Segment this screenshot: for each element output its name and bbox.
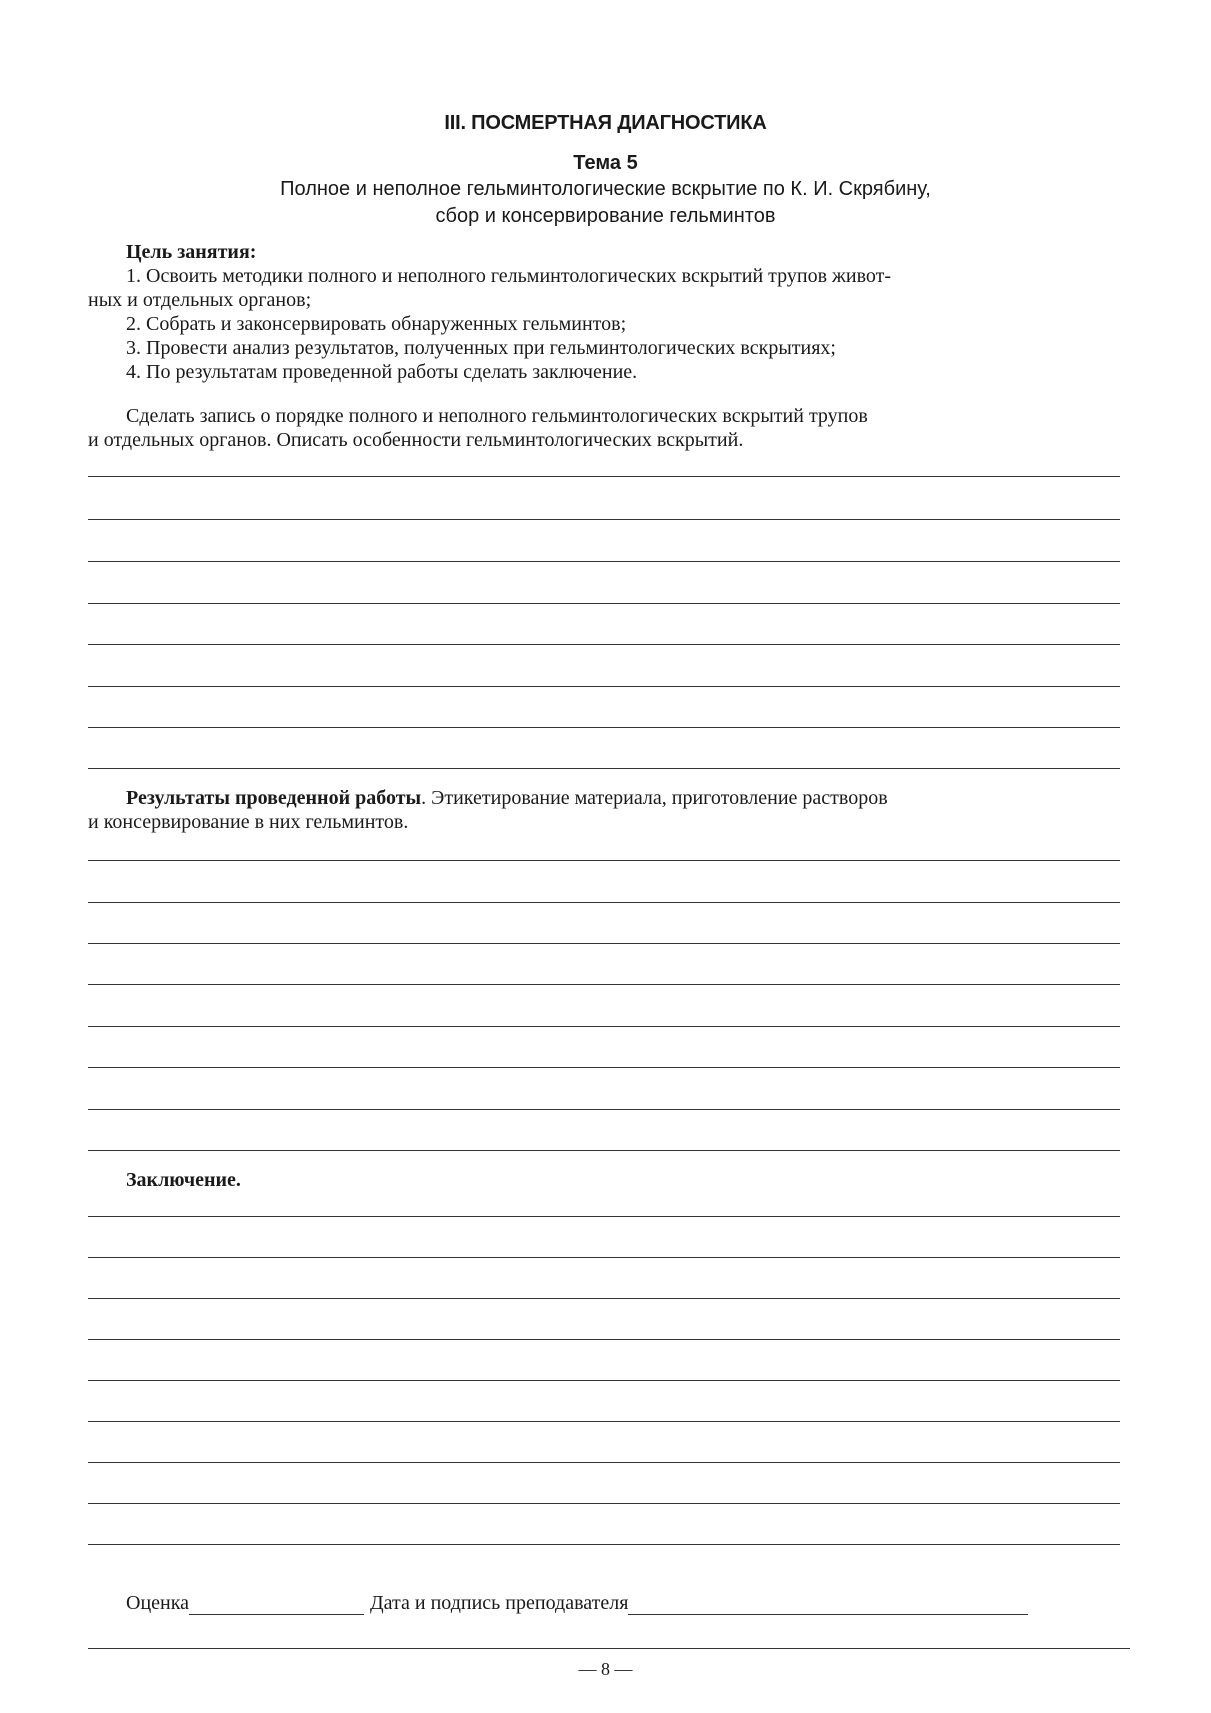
task-block: [88, 404, 1130, 452]
writing-line[interactable]: [88, 902, 1120, 903]
conclusion-label: Заключение.: [126, 1169, 241, 1191]
writing-line[interactable]: [88, 561, 1120, 562]
writing-line[interactable]: [88, 476, 1120, 477]
goal-item: 2. Собрать и законсервировать обнаруженных гельминтов;: [126, 313, 627, 335]
writing-line[interactable]: [88, 984, 1120, 985]
topic-title-line-2: сбор и консервирование гельминтов: [435, 205, 776, 227]
results-label: Результаты проведенной работы: [126, 787, 422, 809]
page-number: — 8 —: [578, 1659, 633, 1679]
grade-signature-line: [126, 1592, 1126, 1615]
writing-line[interactable]: [88, 1026, 1120, 1027]
grade-field[interactable]: [189, 1594, 364, 1615]
section-title: III. ПОСМЕРТНАЯ ДИАГНОСТИКА: [444, 112, 767, 134]
goal-item: 4. По результатам проведенной работы сделать заключение.: [126, 361, 638, 383]
writing-line[interactable]: [88, 1462, 1120, 1463]
topic-title-line-1: Полное и неполное гельминтологические вскрытие по К. И. Скрябину,: [280, 178, 931, 200]
writing-line[interactable]: [88, 1298, 1120, 1299]
writing-line[interactable]: [88, 1503, 1120, 1504]
task-line-2: и отдельных органов. Описать особенности гельминтологических вскрытий.: [88, 429, 744, 451]
goal-item: 3. Провести анализ результатов, полученных при гельминтологических вскрытиях;: [126, 337, 836, 359]
writing-line[interactable]: [88, 1109, 1120, 1110]
writing-line[interactable]: [88, 768, 1120, 769]
goal-item: 1. Освоить методики полного и неполного гельминтологических вскрытий трупов живот-: [126, 265, 892, 287]
writing-line[interactable]: [88, 943, 1120, 944]
writing-line[interactable]: [88, 1544, 1120, 1545]
writing-line[interactable]: [88, 1339, 1120, 1340]
writing-line[interactable]: [88, 860, 1120, 861]
goals-label: Цель занятия:: [126, 241, 257, 263]
writing-line[interactable]: [88, 1380, 1120, 1381]
goals-block: [88, 240, 1130, 384]
writing-line[interactable]: [88, 727, 1120, 728]
writing-line[interactable]: [88, 1257, 1120, 1258]
writing-line[interactable]: [88, 603, 1120, 604]
conclusion-block: [88, 1168, 1130, 1192]
writing-line[interactable]: [88, 1067, 1120, 1068]
results-text-1: . Этикетирование материала, приготовление растворов: [421, 787, 888, 809]
footer-divider: [88, 1648, 1130, 1649]
writing-line[interactable]: [88, 686, 1120, 687]
goal-item: ных и отдельных органов;: [88, 289, 312, 311]
writing-line[interactable]: [88, 1216, 1120, 1217]
topic-number: Тема 5: [573, 152, 638, 174]
results-text-2: и консервирование в них гельминтов.: [88, 811, 409, 833]
writing-line[interactable]: [88, 1421, 1120, 1422]
topic-title: [0, 176, 1211, 230]
task-line-1: Сделать запись о порядке полного и неполного гельминтологических вскрытий трупов: [126, 405, 868, 427]
writing-line[interactable]: [88, 519, 1120, 520]
writing-line[interactable]: [88, 1150, 1120, 1151]
writing-line[interactable]: [88, 644, 1120, 645]
results-block: [88, 786, 1130, 834]
signature-field[interactable]: [628, 1594, 1028, 1615]
grade-label: Оценка: [126, 1592, 190, 1614]
signature-label: Дата и подпись преподавателя: [370, 1592, 629, 1614]
